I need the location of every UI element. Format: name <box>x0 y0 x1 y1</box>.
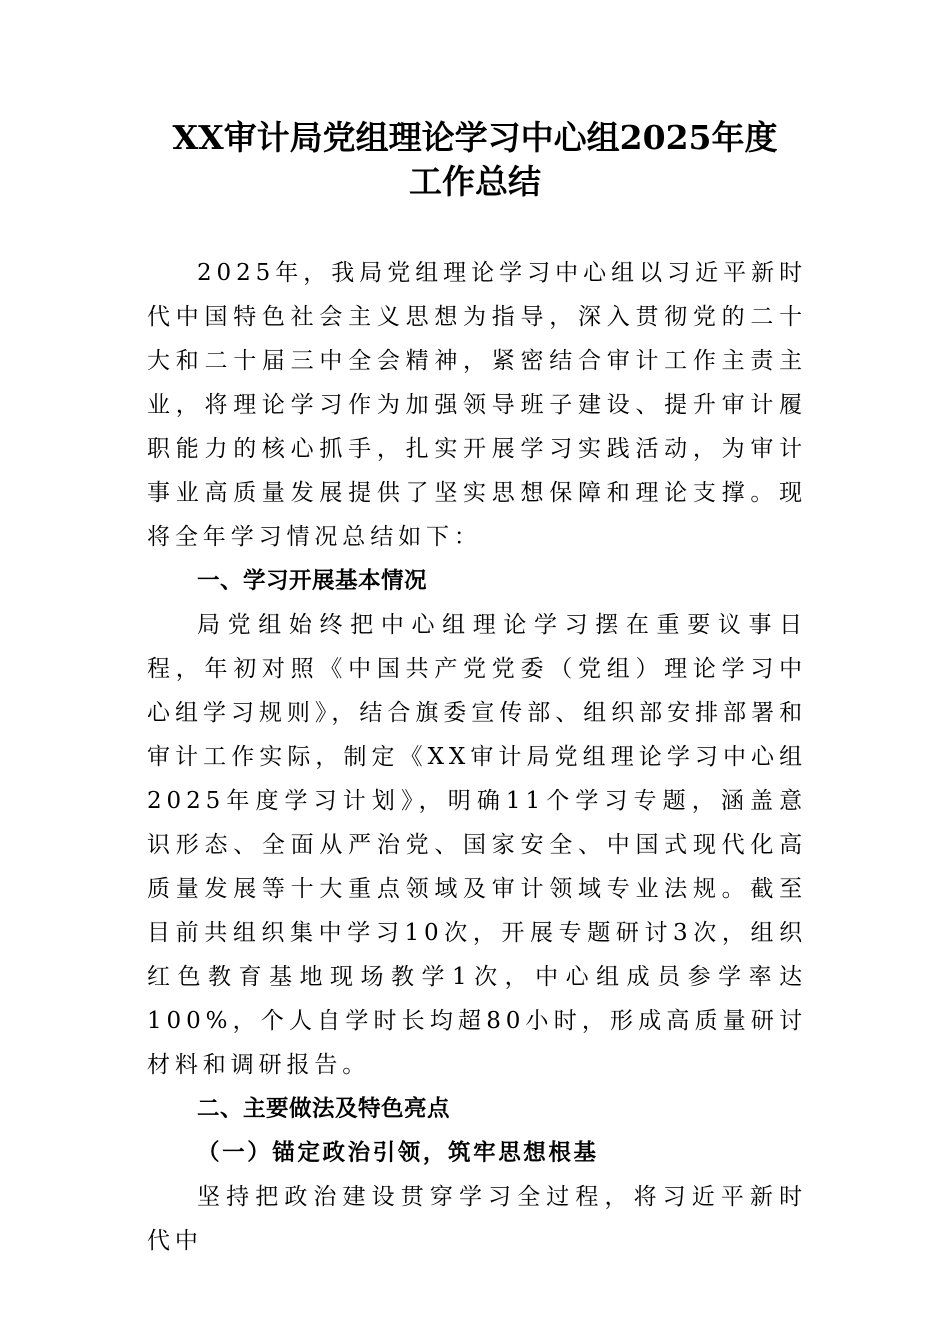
document-body <box>147 251 807 1263</box>
section-1-paragraph: 局党组始终把中心组理论学习摆在重要议事日程，年初对照《中国共产党党委（党组）理论学习中心组学习规则》，结合旗委宣传部、组织部安排部署和审计工作实际，制定《XX审计局党组理论学习中心组2025年度学习计划》，明确11个学习专题，涵盖意识形态、全面从严治党、国家安全、中国式现代化高质量发展等十大重点领域及审计领域专业法规。截至目前共组织集中学习10次，开展专题研讨3次，组织红色教育基地现场教学1次，中心组成员参学率达100%，个人自学时长均超80小时，形成高质量研讨材料和调研报告。 <box>147 612 807 1078</box>
section-heading-2: 二、主要做法及特色亮点 <box>197 1096 451 1122</box>
subsection-2-1-paragraph: 坚持把政治建设贯穿学习全过程，将习近平新时代中 <box>147 1184 807 1254</box>
title-line-1: XX审计局党组理论学习中心组2025年度 <box>172 118 778 157</box>
intro-paragraph: 2025年，我局党组理论学习中心组以习近平新时代中国特色社会主义思想为指导，深入贯彻党的二十大和二十届三中全会精神，紧密结合审计工作主责主业，将理论学习作为加强领导班子建设、提升审计履职能力的核心抓手，扎实开展学习实践活动，为审计事业高质量发展提供了坚实思想保障和理论支撑。现将全年学习情况总结如下： <box>147 260 807 550</box>
document-title <box>100 116 850 204</box>
section-heading-1: 一、学习开展基本情况 <box>197 568 428 594</box>
title-line-2: 工作总结 <box>409 162 541 201</box>
subsection-heading-2-1: （一）锚定政治引领，筑牢思想根基 <box>197 1140 599 1166</box>
